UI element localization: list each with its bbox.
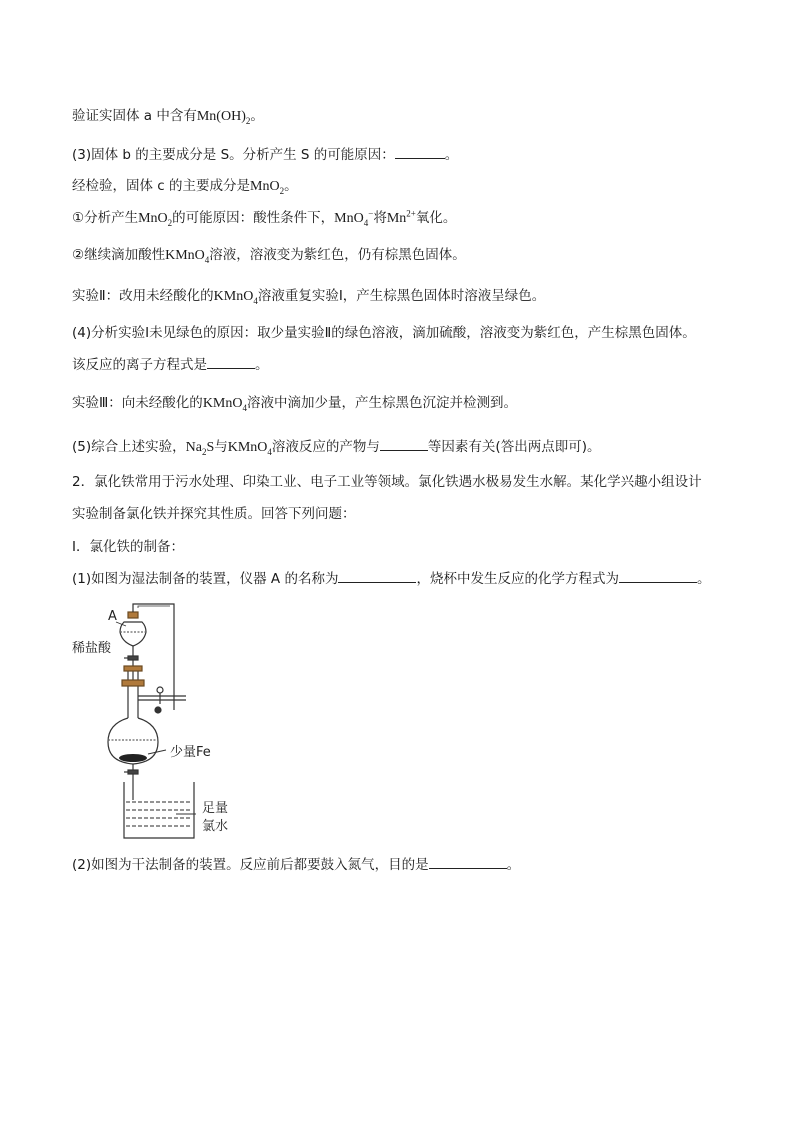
formula-permanganate-ion [334, 208, 374, 228]
line-point-1 [72, 208, 456, 229]
formula-body: MnO [250, 179, 280, 194]
text: 实验Ⅲ：向未经酸化的 [72, 395, 203, 411]
formula-body: Na [185, 440, 202, 455]
problem-2-stem [72, 472, 702, 492]
formula-sub: 2 [279, 185, 285, 196]
text: ，烧杯中发生反应的化学方程式为 [416, 571, 619, 587]
text: (4)分析实验Ⅰ未见绿色的原因：取少量实验Ⅱ的绿色溶液，滴加硫酸，溶液变为紫红色，产生棕黑色固体。 [72, 325, 696, 341]
label-chlorine-water-1: 足量 [202, 801, 229, 816]
text: 与 [214, 439, 228, 455]
question-2-2 [72, 854, 520, 875]
formula-body: KMnO [213, 289, 254, 304]
formula-mnoh2 [197, 109, 251, 124]
text: 实验制备氯化铁并探究其性质。回答下列问题： [72, 506, 356, 522]
text: ②继续滴加酸性 [72, 247, 166, 263]
formula-sub: 4 [363, 217, 369, 228]
formula-sup: − [368, 208, 374, 219]
text: 。 [284, 178, 298, 194]
round-bottom-flask [108, 718, 158, 800]
question-5 [72, 436, 600, 458]
text: (2)如图为干法制备的装置。反应前后都要鼓入氮气，目的是 [72, 857, 429, 873]
text: 溶液中滴加少量，产生棕黑色沉淀并检测到。 [246, 395, 517, 411]
label-chlorine-water-2: 氯水 [202, 819, 229, 834]
formula-kmno4 [203, 396, 247, 411]
answer-blank[interactable] [338, 568, 416, 583]
text: (1)如图为湿法制备的装置，仪器 A 的名称为 [72, 571, 339, 587]
text: 。 [444, 147, 459, 163]
line-experiment-2 [72, 286, 545, 307]
formula-sub: 4 [242, 402, 247, 413]
formula-sub: 2 [245, 115, 251, 126]
text: 溶液重复实验Ⅰ，产生棕黑色固体时溶液呈绿色。 [257, 288, 546, 304]
problem-2-stem-cont [72, 504, 356, 524]
text: 将 [373, 210, 387, 226]
text: 2．氯化铁常用于污水处理、印染工业、电子工业等领域。氯化铁遇水极易发生水解。某化学兴趣小组设计 [72, 474, 702, 490]
text: Ⅰ．氯化铁的制备： [72, 539, 184, 555]
side-arm [138, 687, 186, 713]
text: (5)综合上述实验， [72, 439, 186, 455]
question-4 [72, 323, 696, 343]
answer-blank[interactable] [207, 354, 255, 369]
formula-body: S [206, 440, 215, 455]
pressure-tube [133, 604, 174, 710]
text: 验证实固体 a 中含有 [72, 108, 197, 124]
formula-sub: 4 [253, 295, 258, 306]
line-experiment-3 [72, 393, 517, 414]
iron-powder [119, 754, 147, 762]
formula-sub: 2 [201, 446, 207, 457]
answer-blank[interactable] [380, 436, 428, 451]
text: 实验Ⅱ：改用未经酸化的 [72, 288, 214, 304]
text: 。 [506, 857, 521, 873]
formula-body: MnO [334, 211, 364, 226]
text: (3)固体 b 的主要成分是 S。分析产生 S 的可能原因： [72, 147, 395, 163]
text: 等因素有关(答出两点即可)。 [427, 439, 601, 455]
text: 氧化。 [415, 210, 457, 226]
section-heading [72, 537, 184, 557]
formula-sub: 4 [267, 446, 272, 457]
formula-kmno4 [214, 289, 258, 304]
text: 该反应的离子方程式是 [72, 357, 207, 373]
formula-sup: 2+ [406, 208, 416, 219]
line-verify-mnoh2 [72, 106, 264, 127]
formula-body: KMnO [227, 440, 268, 455]
label-a: A [108, 609, 117, 624]
question-2-1 [72, 568, 710, 589]
text: 溶液反应的产物与 [271, 439, 380, 455]
text: 。 [255, 357, 269, 373]
question-3 [72, 144, 458, 165]
formula-mno2 [138, 211, 172, 226]
pressure-tube-inner [138, 606, 170, 608]
line-solid-c [72, 176, 298, 197]
label-hydrochloric-acid: 稀盐酸 [72, 641, 112, 656]
formula-na2s [186, 440, 215, 455]
answer-blank[interactable] [395, 144, 445, 159]
formula-body: MnO [138, 211, 168, 226]
formula-mno2 [250, 179, 284, 194]
text: 。 [696, 571, 711, 587]
formula-body: Mn(OH) [196, 109, 246, 124]
text: 的可能原因：酸性条件下， [172, 210, 335, 226]
wet-method-apparatus-diagram [72, 600, 266, 840]
formula-kmno4 [228, 440, 272, 455]
formula-mn2-ion [386, 208, 416, 226]
line-ion-equation [72, 354, 269, 375]
funnel-stopper [128, 612, 138, 618]
formula-body: KMnO [165, 248, 205, 263]
text: 。 [250, 108, 264, 124]
funnel-stopcock [128, 656, 138, 660]
text: ①分析产生 [72, 210, 139, 226]
formula-body: KMnO [202, 396, 243, 411]
formula-kmno4 [165, 248, 209, 263]
line-point-2 [72, 245, 466, 266]
beaker [124, 782, 194, 838]
formula-body: Mn [386, 211, 407, 226]
answer-blank[interactable] [429, 854, 507, 869]
formula-sub: 4 [204, 254, 210, 265]
formula-sub: 2 [167, 217, 173, 228]
label-iron: 少量Fe [170, 745, 211, 760]
text: 经检验，固体 c 的主要成分是 [72, 178, 251, 194]
text: 溶液，溶液变为紫红色，仍有棕黑色固体。 [209, 247, 466, 263]
answer-blank[interactable] [619, 568, 697, 583]
